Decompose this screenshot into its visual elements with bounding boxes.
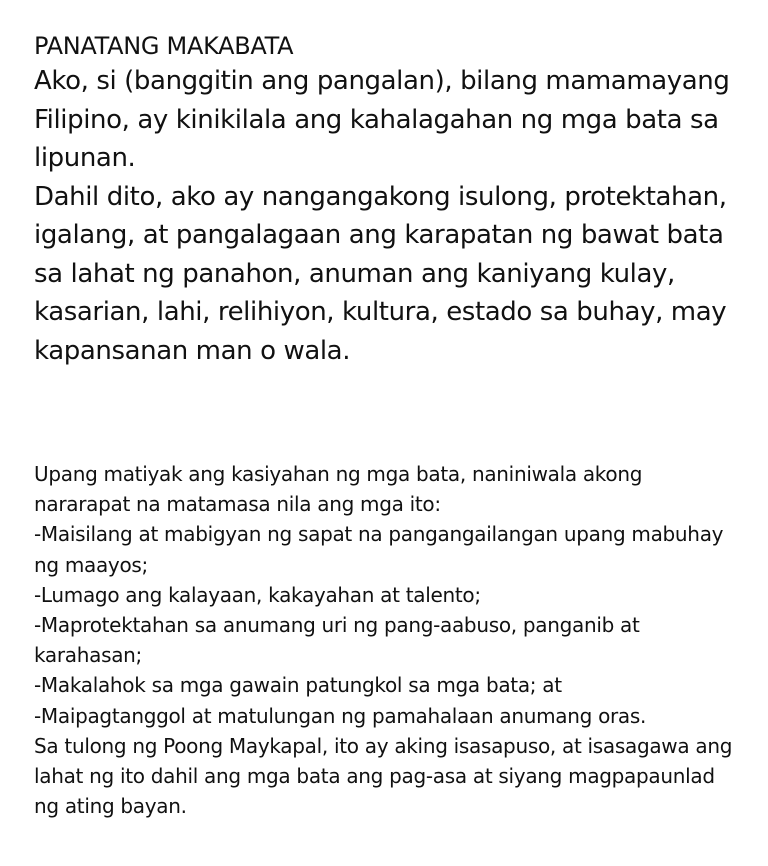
rights-item-freedom: -Lumago ang kalayaan, kakayahan at talento; [34,582,481,607]
rights-intro: Upang matiyak ang kasiyahan ng mga bata, naniniwala akong nararapat na matamasa nila ang mga ito: [34,462,643,517]
closing-paragraph: Sa tulong ng Poong Maykapal, ito ay aking isasapuso, at isasagawa ang lahat ng ito dahil ang mga bata ang pag-asa at siyang magpapaunlad ng ating bayan. [34,733,733,819]
rights-item-protection: -Maprotektahan sa anumang uri ng pang-aabuso, panganib at karahasan; [34,613,640,668]
pledge-title: PANATANG MAKABATA [34,32,294,60]
rights-item-government-help: -Maipagtanggol at matulungan ng pamahalaan anumang oras. [34,703,647,728]
rights-item-birth: -Maisilang at mabigyan ng sapat na pangangailangan upang mabuhay ng maayos; [34,522,724,577]
intro-paragraph-commitment: Dahil dito, ako ay nangangakong isulong, protektahan, igalang, at pangalagaan ang karapatan ng bawat bata sa lahat ng panahon, anuman ang kaniyang kulay, kasarian, lahi, relihiyon, kultura, estado sa buhay, may kapansanan man o wala. [34,181,727,366]
intro-paragraph-identity: Ako, si (banggitin ang pangalan), bilang mamamayang Filipino, ay kinikilala ang kahalagahan ng mga bata sa lipunan. [34,66,730,173]
rights-item-participation: -Makalahok sa mga gawain patungkol sa mga bata; at [34,673,562,698]
pledge-upper-section [34,30,744,370]
pledge-lower-section [34,459,734,821]
